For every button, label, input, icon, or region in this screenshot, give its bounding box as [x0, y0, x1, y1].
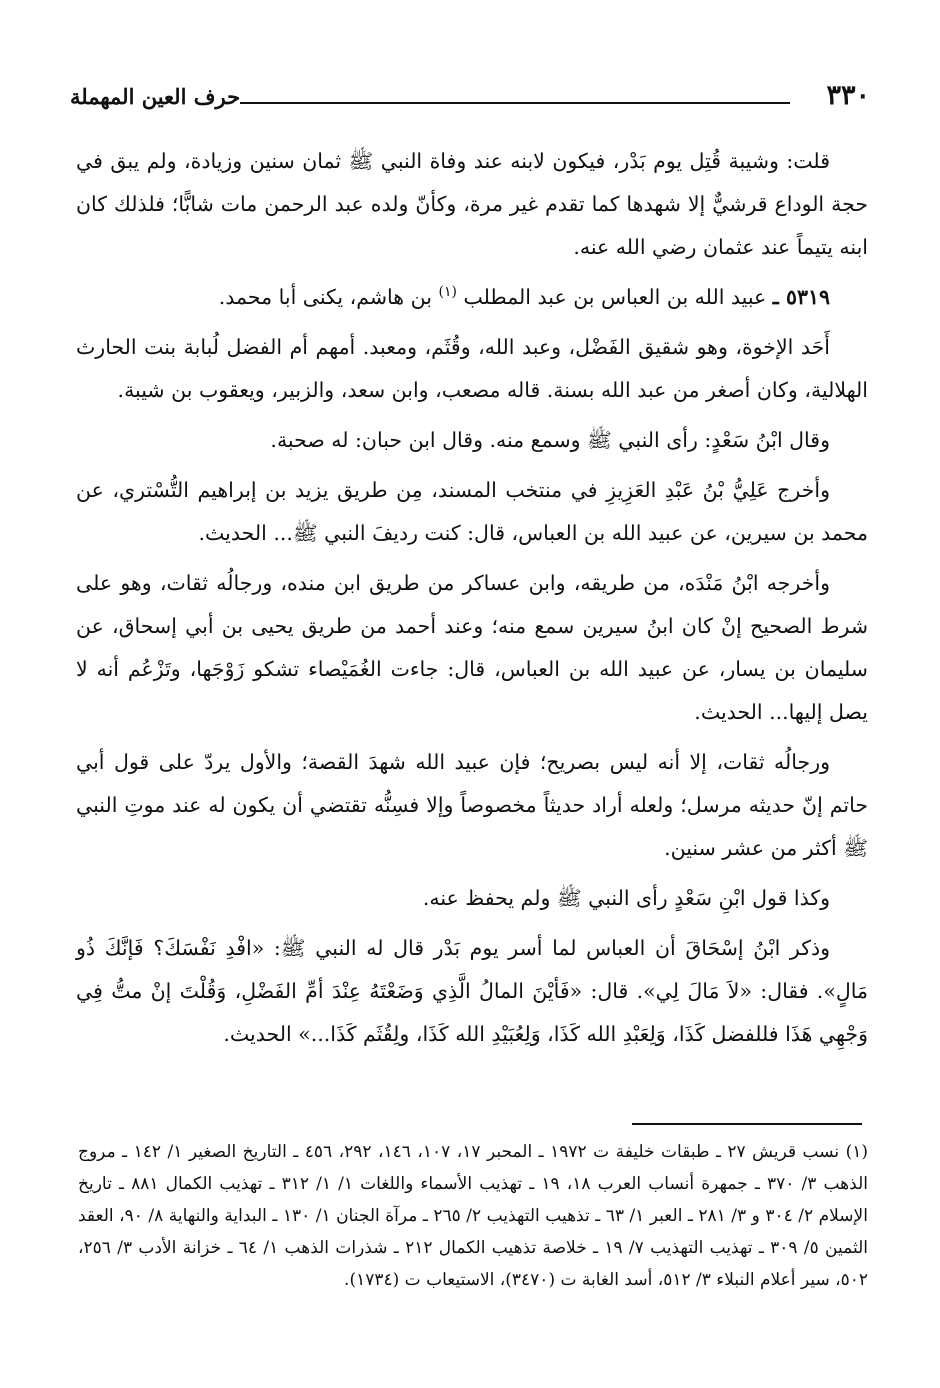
footnote-1: (١) نسب قريش ٢٧ ـ طبقات خليفة ت ١٩٧٢ ـ المحبر ١٧، ١٠٧، ١٤٦، ٢٩٢، ٤٥٦ ـ التاريخ الصغير ١/ ١٤٢ ـ مروج الذهب ٣/ ٣٧٠ ـ جمهرة أنساب العرب ١٨، ١٩ ـ تهذيب الأسماء واللغات ١/ ١/ ٣١٢ ـ تهذيب الكمال ٨٨١ ـ تاريخ الإسلام ٢/ ٣٠٤ و ٣/ ٢٨١ ـ العبر ١/ ٦٣ ـ تذهيب التهذيب ٢/ ٢٦٥ ـ مرآة الجنان ١/ ١٣٠ ـ البداية والنهاية ٨/ ٩٠، العقد الثمين ٥/ ٣٠٩ ـ تهذيب التهذيب ٧/ ١٩ ـ خلاصة تذهيب الكمال ٢١٢ ـ شذرات الذهب ١/ ٦٤ ـ خزانة الأدب ٣/ ٢٥٦، ٥٠٢، سير أعلام النبلاء ٣/ ٥١٢، أسد الغابة ت (٣٤٧٠)، الاستيعاب ت (١٧٣٤).	[78, 1142, 869, 1290]
running-head	[70, 78, 870, 118]
footnote-rule	[632, 1123, 862, 1125]
paragraph-ibn-sad: وقال ابْنُ سَعْدٍ: رأى النبي ﷺ وسمع منه. وقال ابن حبان: له صحبة.	[270, 428, 830, 452]
entry-heading	[76, 276, 868, 319]
footnote-reference[interactable]: (١)	[438, 284, 457, 301]
entry-number: ٥٣١٩ ـ	[772, 285, 830, 309]
chapter-title: حرف العين المهملة	[70, 84, 241, 109]
paragraph-ali-ibn-abdulaziz: وأخرج عَلِيُّ بْنُ عَبْدِ العَزِيزِ في منتخب المسند، مِن طريق يزيد بن إبراهيم التُّسْتري، عن محمد بن سيرين، عن عبيد الله بن العباس، قال: كنت رديفَ النبي ﷺ... الحديث.	[76, 478, 868, 545]
paragraph-kadha: وكذا قول ابْنِ سَعْدٍ رأى النبي ﷺ ولم يحفظ عنه.	[422, 886, 830, 910]
entry-name: عبيد الله بن العباس بن عبد المطلب	[463, 285, 767, 309]
paragraph-rijaluhu: ورجالُه ثقات، إلا أنه ليس بصريح؛ فإن عبيد الله شهدَ القصة؛ والأول يردّ على قول أبي حاتم إنّ حديثه مرسل؛ ولعله أراد حديثاً مخصوصاً وإلا فسِنُّه تقتضي أن يكون له عند موتِ النبي ﷺ أكثر من عشر سنين.	[76, 750, 868, 860]
footnotes	[78, 1136, 868, 1296]
page-number: ٣٣٠	[826, 80, 870, 111]
entry-name-cont: بن هاشم، يكنى أبا محمد.	[218, 285, 432, 309]
header-rule	[240, 102, 790, 104]
paragraph-ibn-mandah: وأخرجه ابْنُ مَنْدَه، من طريقه، وابن عساكر من طريق ابن منده، ورجالُه ثقات، وهو على شرط الصحيح إنْ كان ابنُ سيرين سمع منه؛ وعند أحمد من طريق يحيى بن أبي إسحاق، عن سليمان بن يسار، عن عبيد الله بن العباس، قال: جاءت الغُمَيْصاء تشكو زَوْجَها، وتَزْعُم أنه لا يصل إليها... الحديث.	[76, 571, 868, 724]
paragraph-qultu: قلت: وشيبة قُتِل يوم بَدْر، فيكون لابنه عند وفاة النبي ﷺ ثمان سنين وزيادة، ولم يبق في حجة الوداع قرشيٌّ إلا شهدها كما تقدم غير مرة، وكأنّ ولده عبد الرحمن مات شابًّا؛ فلذلك كان ابنه يتيماً عند عثمان رضي الله عنه.	[76, 149, 868, 259]
main-text	[76, 140, 868, 1063]
paragraph-brothers: أَحَد الإخوة، وهو شقيق الفَضْل، وعبد الله، وقُثَم، ومعبد. أمهم أم الفضل لُبابة بنت الحارث الهلالية، وكان أصغر من عبد الله بسنة. قاله مصعب، وابن سعد، والزبير، ويعقوب بن شيبة.	[76, 335, 868, 402]
paragraph-ibn-ishaq: وذكر ابْنُ إسْحَاقَ أن العباس لما أسر يوم بَدْر قال له النبي ﷺ: «افْدِ نَفْسَكَ؟ فَإنَّكَ ذُو مَالٍ». فقال: «لاَ مَالَ لِي». قال: «فَأيْنَ المالُ الَّذِي وَضَعْتَهُ عِنْدَ أمِّ الفَضْلِ، وَقُلْتَ إنْ متُّ فِي وَجْهِي هَذَا فللفضل كَذَا، وَلِعَبْدِ الله كَذَا، وَلِعُبَيْدِ الله كَذَا، ولِقُثَم كَذَا...» الحديث.	[76, 936, 868, 1046]
